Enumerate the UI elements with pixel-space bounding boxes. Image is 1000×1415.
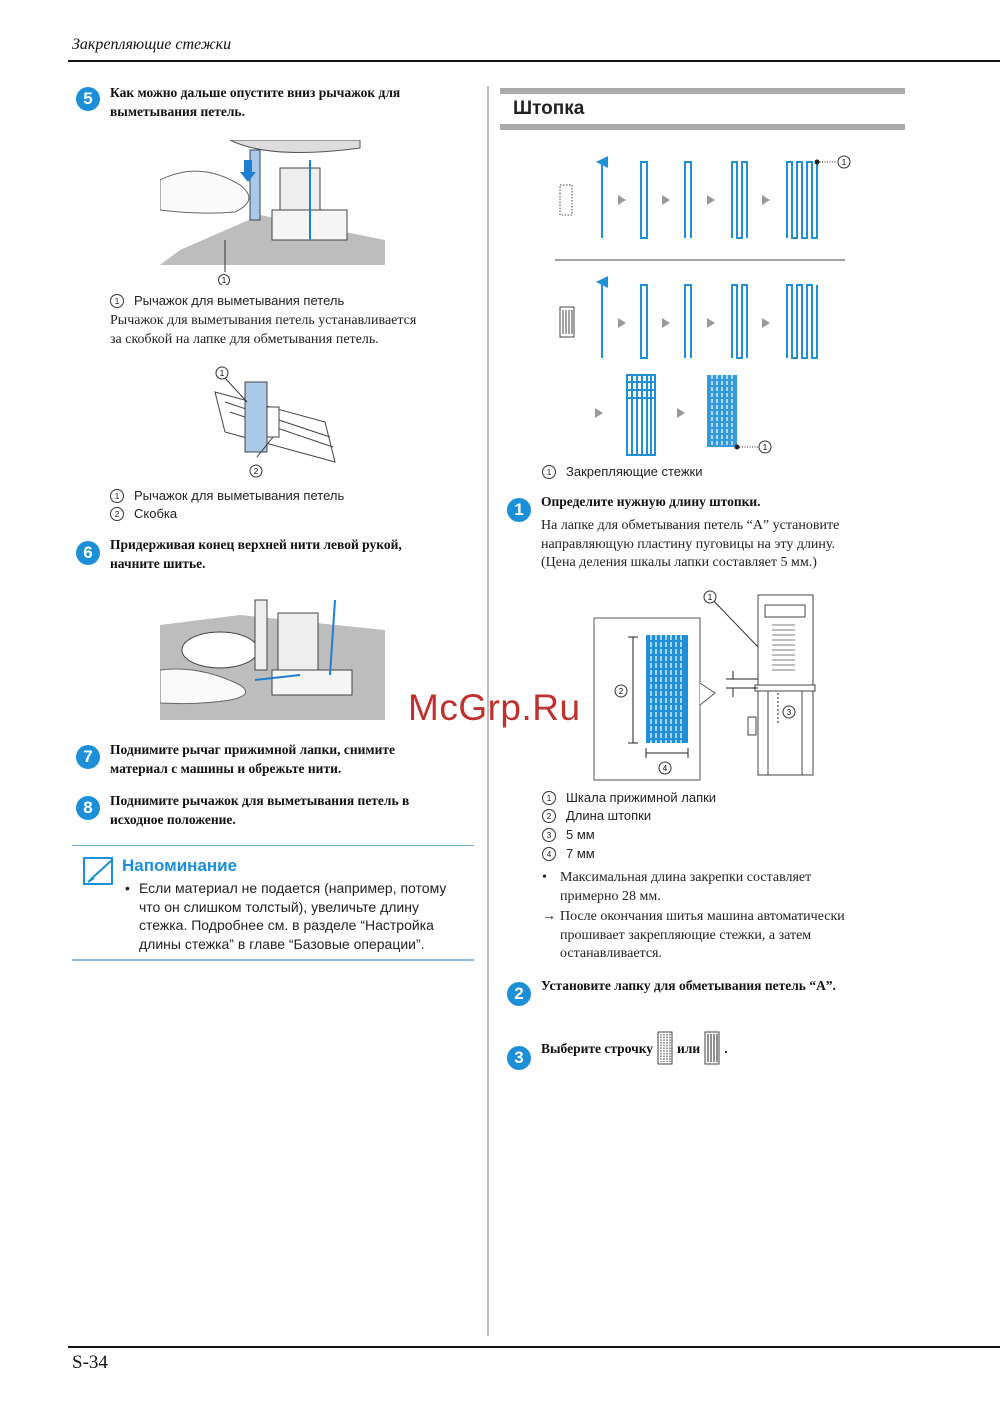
pattern-icon-1 <box>560 185 572 215</box>
diagram-caption: 1 Закрепляющие стежки <box>542 463 702 481</box>
step-1-title: Определите нужную длину штопки. <box>541 494 761 509</box>
step-8-badge: 8 <box>76 796 100 820</box>
callout-marker: 1 <box>110 294 124 308</box>
section-bar-bottom <box>500 124 905 130</box>
lever-part <box>245 382 267 452</box>
step-6-badge: 6 <box>76 541 100 565</box>
darning-pattern-2-icon[interactable] <box>704 1031 720 1065</box>
foot-caption-3: 3 5 мм <box>542 826 595 844</box>
memo-text: • Если материал не подается (например, потому что он слишком толстый), увеличьте длину стежка. Подробнее см. в разделе “Настройка длины стежка” в главе “Базовые операции”. <box>125 880 447 952</box>
step-1-text: На лапке для обметывания петель “A” установите направляющую пластину пуговицы на эту длину. (Цена деления шкалы лапки составляет 5 мм.) <box>541 518 840 570</box>
lever-bracket-illustration <box>205 362 345 482</box>
svg-text:3: 3 <box>786 708 792 717</box>
memo-title: Напоминание <box>122 856 238 875</box>
watermark: McGrp.Ru <box>408 687 581 728</box>
page-header-title: Закрепляющие стежки <box>72 36 232 53</box>
step-3-title: Выберите строчку или . <box>541 1030 728 1066</box>
step-6-title: Придерживая конец верхней нити левой рукой, начните шитье. <box>110 537 402 571</box>
fig1-explanation: Рычажок для выметывания петель устанавливается за скобкой на лапке для обметывания петель. <box>110 313 417 347</box>
memo-top-rule <box>72 845 474 846</box>
sewing-start-illustration <box>160 595 385 720</box>
step-5-line2: выметывания петель. <box>110 104 245 119</box>
svg-text:4: 4 <box>662 764 668 773</box>
memo-bottom-rule <box>72 959 474 961</box>
svg-text:1: 1 <box>762 443 768 452</box>
step-5-line1: Как можно дальше опустите вниз рычажок для <box>110 85 401 100</box>
fig2-caption-2: 2 Скобка <box>110 505 177 523</box>
step-5-badge: 5 <box>76 87 100 111</box>
svg-text:2: 2 <box>618 687 624 696</box>
footer-rule <box>68 1346 1000 1348</box>
note-max-length: Максимальная длина закрепки составляет примерно 28 мм. <box>560 870 812 904</box>
foot-caption-4: 4 7 мм <box>542 845 595 863</box>
step-3-badge: 3 <box>507 1046 531 1070</box>
header-rule <box>68 60 1000 62</box>
svg-text:1: 1 <box>219 369 225 378</box>
note-after-sewing: После окончания шитья машина автоматически прошивает закрепляющие стежки, а затем останавливается. <box>560 909 845 961</box>
svg-text:1: 1 <box>707 593 713 602</box>
section-bar-top <box>500 88 905 94</box>
note-arrow: → <box>542 909 556 924</box>
svg-text:1: 1 <box>841 158 847 167</box>
darning-sample <box>646 635 688 743</box>
lever-lowering-illustration <box>160 140 385 285</box>
page-number: S-34 <box>72 1352 108 1373</box>
step-8-title: Поднимите рычажок для выметывания петель в исходное положение. <box>110 793 410 827</box>
darning-sequence-diagram <box>555 150 855 460</box>
foot-caption-1: 1 Шкала прижимной лапки <box>542 789 716 807</box>
fig1-caption: 1 Рычажок для выметывания петель <box>110 292 344 310</box>
step-2-badge: 2 <box>507 982 531 1006</box>
fig2-caption-1: 1 Рычажок для выметывания петель <box>110 487 344 505</box>
bracket-part <box>267 407 279 437</box>
note-bullet: • <box>542 870 547 885</box>
step-7-title: Поднимите рычаг прижимной лапки, снимите материал с машины и обрежьте нити. <box>110 742 396 776</box>
svg-text:2: 2 <box>253 467 259 476</box>
step-1-badge: 1 <box>507 498 531 522</box>
foot-scale-diagram <box>590 585 830 785</box>
step-5-title <box>110 83 400 121</box>
fig1-callout: 1 <box>221 276 227 285</box>
step-2-title: Установите лапку для обметывания петель “A”. <box>541 978 836 993</box>
step-7-badge: 7 <box>76 745 100 769</box>
memo-notepad-icon <box>82 856 118 888</box>
darning-pattern-1-icon[interactable] <box>657 1031 673 1065</box>
foot-caption-2: 2 Длина штопки <box>542 807 651 825</box>
section-title: Штопка <box>513 98 585 119</box>
